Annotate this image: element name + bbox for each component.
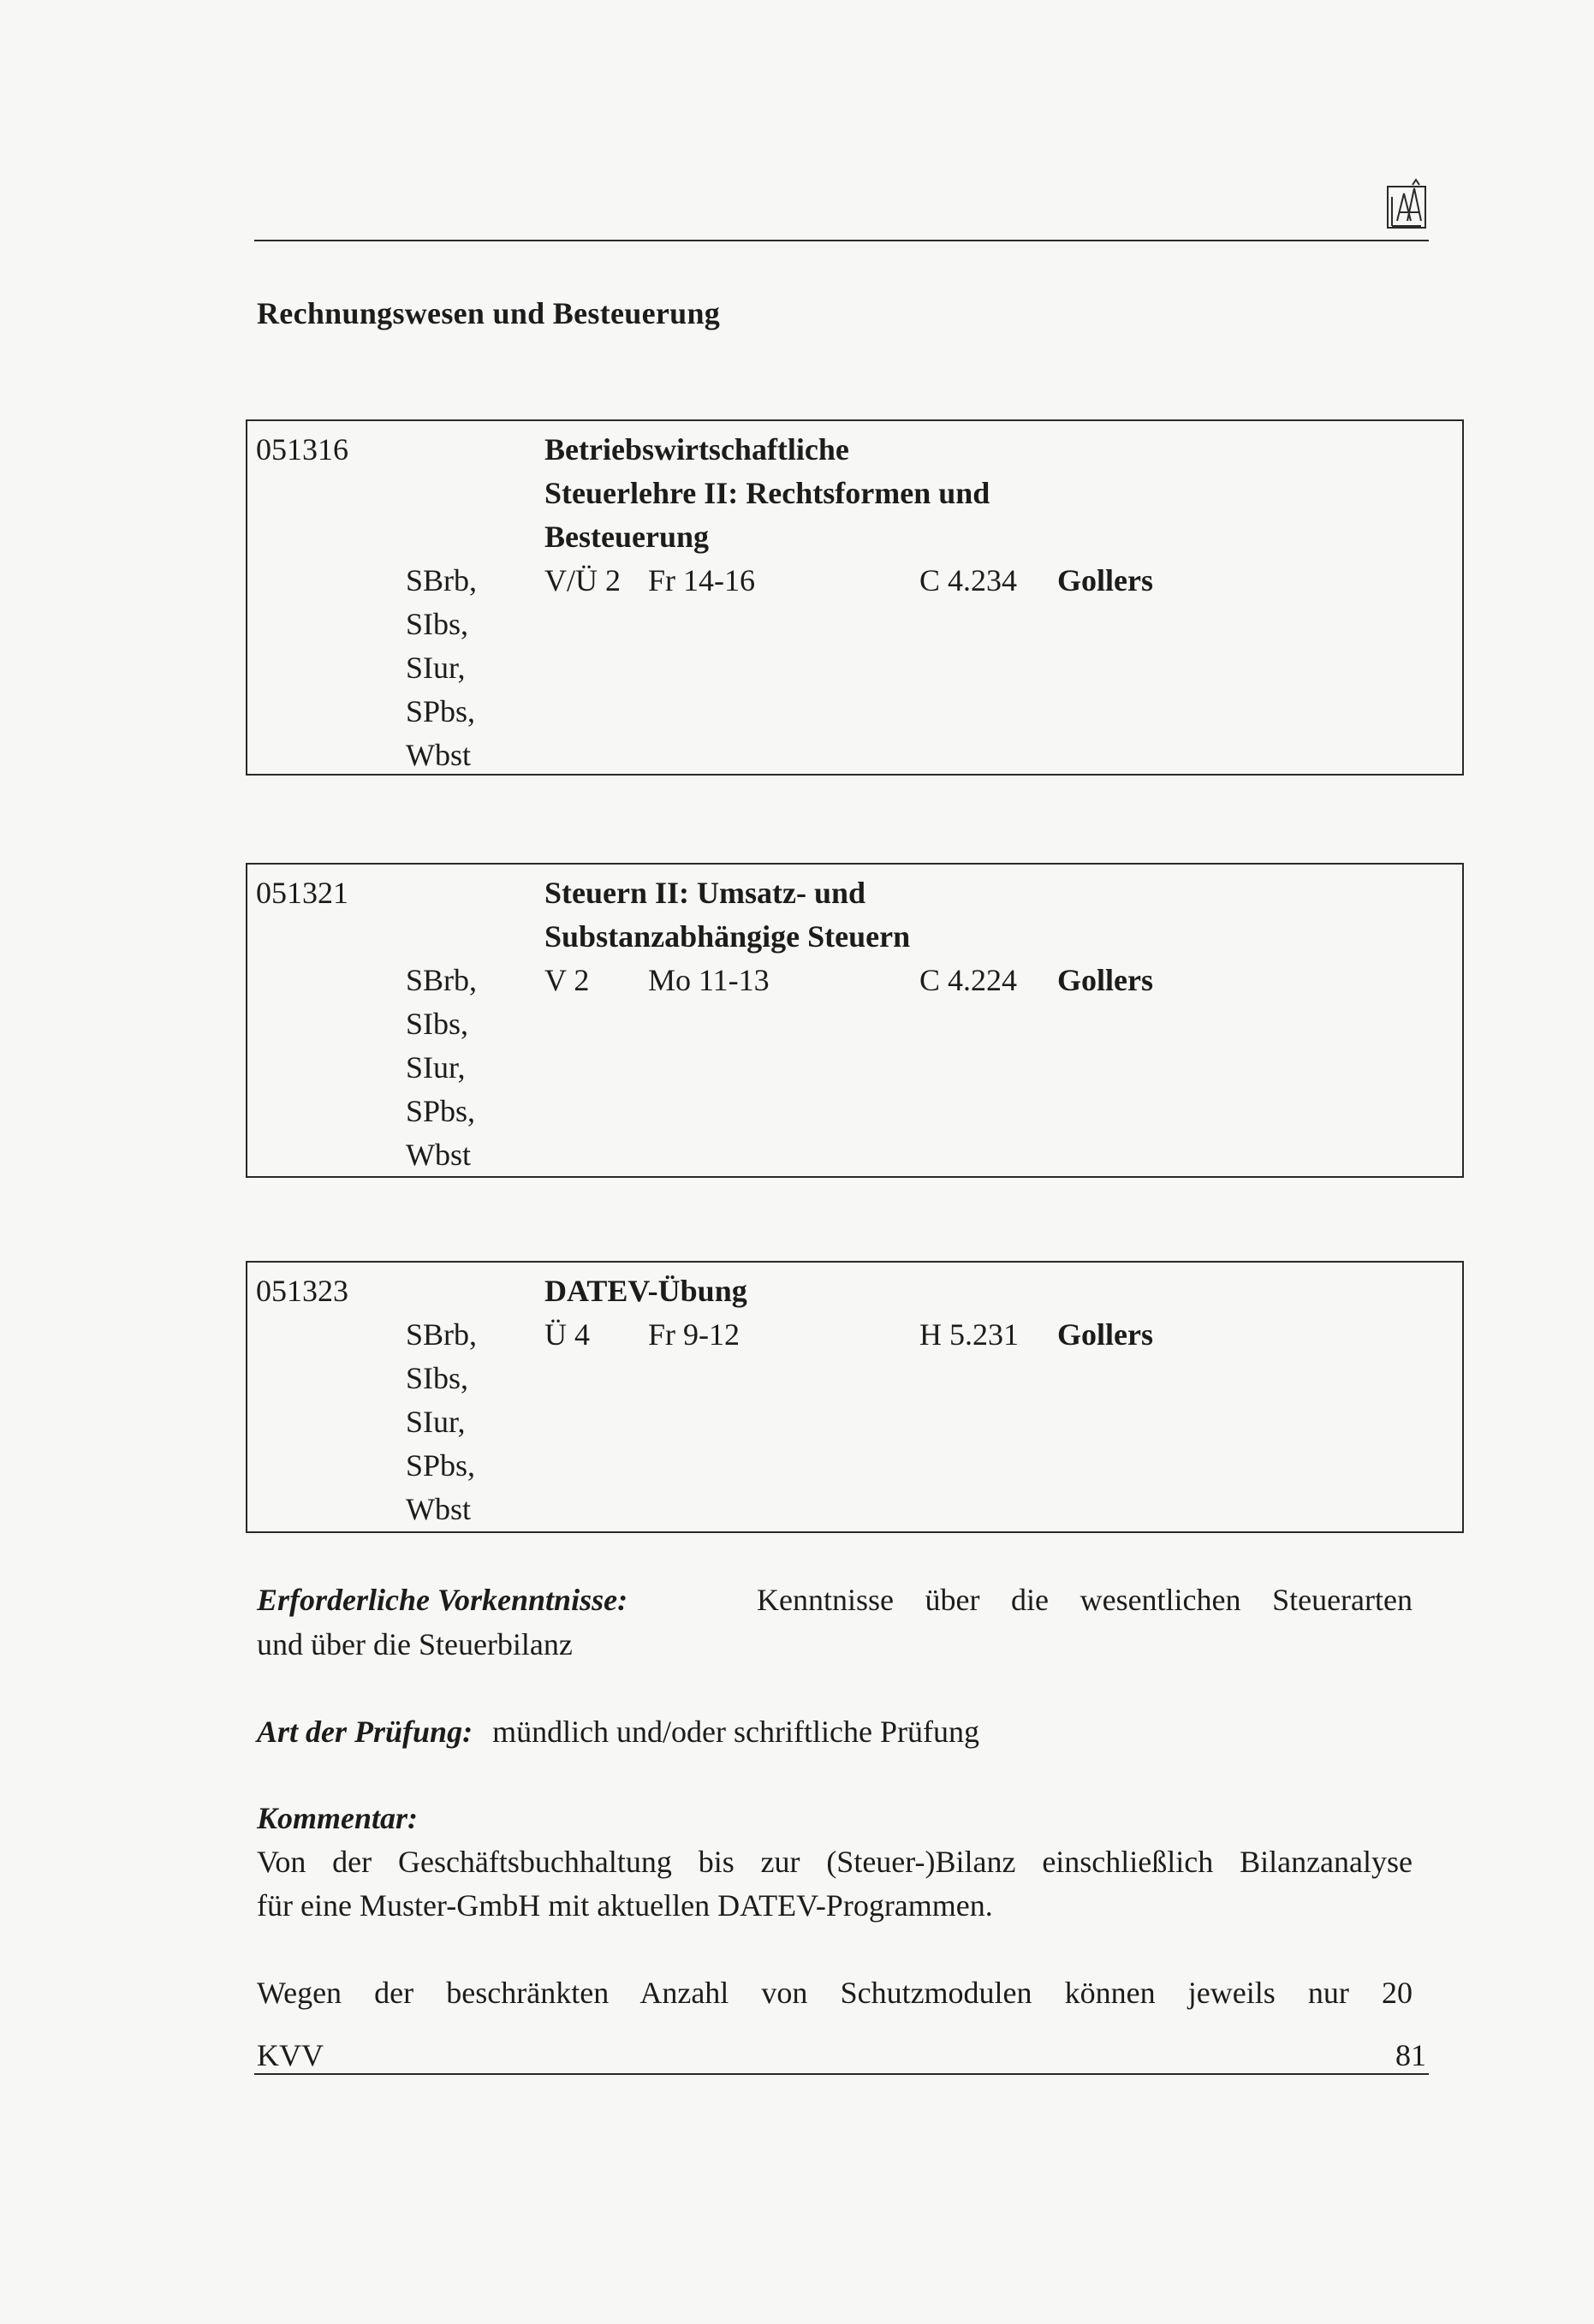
program-code: SIur, [406, 1405, 466, 1439]
program-code: SIbs, [406, 1361, 469, 1395]
header-rule [254, 240, 1429, 241]
program-code: SIbs, [406, 607, 469, 641]
exam-label: Art der Prüfung: [257, 1715, 473, 1749]
course-box [246, 863, 1464, 1178]
page-number: 81 [1395, 2038, 1426, 2072]
program-code: SPbs, [406, 1094, 476, 1128]
course-title-line: Steuern II: Umsatz- und [544, 876, 866, 910]
exam-text: mündlich und/oder schriftliche Prüfung [492, 1715, 979, 1749]
course-type: V 2 [544, 963, 590, 997]
course-room: C 4.234 [919, 563, 1018, 597]
course-type: V/Ü 2 [544, 563, 621, 597]
course-lecturer: Gollers [1057, 563, 1153, 597]
program-code: SPbs, [406, 694, 476, 728]
comment-label: Kommentar: [257, 1801, 419, 1835]
course-time: Fr 14-16 [648, 563, 755, 597]
program-code: SIur, [406, 1050, 466, 1085]
prerequisites-text-continued: und über die Steuerbilanz [257, 1627, 573, 1661]
course-time: Mo 11-13 [648, 963, 770, 997]
program-code: Wbst [406, 1138, 471, 1172]
program-code: SIbs, [406, 1007, 469, 1041]
program-code: SPbs, [406, 1448, 476, 1483]
course-title-line: Steuerlehre II: Rechtsformen und [544, 476, 990, 510]
course-title-line: Betriebswirtschaftliche [544, 432, 849, 467]
university-logo-icon [1387, 178, 1426, 229]
course-room: C 4.224 [919, 963, 1018, 997]
course-lecturer: Gollers [1057, 963, 1153, 997]
comment-line: Von der Geschäftsbuchhaltung bis zur (Steuer-)Bilanz einschließlich Bilanzanalyse [257, 1845, 1413, 1879]
prerequisites-label [257, 1582, 627, 1618]
note-line: Wegen der beschränkten Anzahl von Schutzmodulen können jeweils nur 20 [257, 1976, 1413, 2010]
course-type: Ü 4 [544, 1317, 590, 1352]
program-code: SIur, [406, 651, 466, 685]
course-number: 051321 [256, 876, 348, 910]
prerequisites-text: Kenntnisse über die wesentlichen Steuerarten [757, 1583, 1413, 1617]
program-code: SBrb, [406, 963, 478, 997]
course-lecturer: Gollers [1057, 1317, 1153, 1352]
course-title-line: DATEV-Übung [544, 1274, 747, 1308]
course-number: 051323 [256, 1274, 348, 1308]
exam-row [257, 1714, 979, 1750]
course-title-line: Besteuerung [544, 520, 709, 554]
program-code: SBrb, [406, 1317, 478, 1352]
course-number: 051316 [256, 432, 348, 467]
program-code: Wbst [406, 1492, 471, 1526]
footer-rule [254, 2073, 1429, 2075]
program-code: SBrb, [406, 563, 478, 597]
course-time: Fr 9-12 [648, 1317, 740, 1352]
prerequisites-label-text: Erforderliche Vorkenntnisse: [257, 1583, 628, 1617]
course-box [246, 1261, 1464, 1533]
program-code: Wbst [406, 738, 471, 772]
course-room: H 5.231 [919, 1317, 1019, 1352]
comment-line: für eine Muster-GmbH mit aktuellen DATEV-Programmen. [257, 1888, 993, 1923]
course-box [246, 419, 1464, 776]
course-title-line: Substanzabhängige Steuern [544, 919, 911, 954]
section-title: Rechnungswesen und Besteuerung [257, 296, 721, 330]
footer-label: KVV [257, 2038, 324, 2072]
